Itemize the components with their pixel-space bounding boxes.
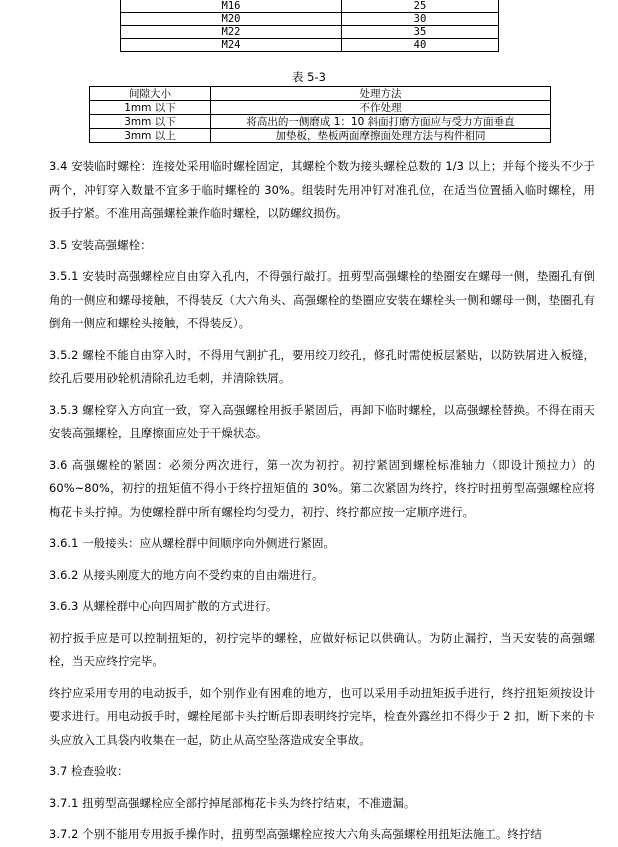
table-cell: 30 xyxy=(342,13,499,26)
paragraph: 终拧应采用专用的电动扳手，如个别作业有困难的地方，也可以采用手动扭矩扳手进行，终拧扭矩须按设计要求进行。用电动扳手时，螺栓尾部卡头拧断后即表明终拧完毕，检查外露丝扣不得少于 2 扣，断下来的卡头应放入工具袋内收集在一起，防止从高空坠落造成安全事故。 xyxy=(49,685,595,747)
table-row xyxy=(121,13,499,26)
paragraph: 3.7.2 个别不能用专用扳手操作时，扭剪型高强螺栓应按大六角头高强螺栓用扭矩法施工。终拧结 xyxy=(49,827,542,841)
paragraph: 3.6.3 从螺栓群中心向四周扩散的方式进行。 xyxy=(49,599,278,613)
table-row xyxy=(90,115,551,129)
column-header: 间隙大小 xyxy=(90,87,211,101)
table-row xyxy=(121,26,499,39)
paragraph: 3.6.2 从接头刚度大的地方向不受约束的自由端进行。 xyxy=(49,567,324,582)
paragraph: 3.6 高强螺栓的紧固：必须分两次进行，第一次为初拧。初拧紧固到螺栓标准轴力（即设计预拉力）的 60%~80%，初拧的扭矩值不得小于终拧扭矩值的 30%。第二次紧固为终拧，终拧时扭剪型高强螺栓应将梅花卡头拧掉。为使螺栓群中所有螺栓均匀受力，初拧、终拧都应按一定顺序进行。 xyxy=(49,457,595,519)
table-cell: M16 xyxy=(121,0,342,13)
table-cell: 将高出的一侧磨成 1：10 斜面打磨方面应与受力方面垂直 xyxy=(211,115,551,129)
table-row xyxy=(121,0,499,13)
table-cell: 不作处理 xyxy=(211,101,551,115)
table-caption: 表 5-3 xyxy=(292,70,326,84)
paragraph: 3.5.1 安装时高强螺栓应自由穿入孔内，不得强行敲打。扭剪型高强螺栓的垫圈安在螺母一侧，垫圈孔有倒角的一侧应和螺母接触，不得装反（大六角头、高强螺栓的垫圈应安装在螺栓头一侧和螺母一侧，垫圈孔有倒角一侧应和螺栓头接触，不得装反）。 xyxy=(49,269,595,330)
document-body xyxy=(49,155,595,847)
table-cell: M24 xyxy=(121,39,342,52)
gap-treatment-table xyxy=(89,86,551,143)
paragraph: 3.6.1 一般接头：应从螺栓群中间顺序向外侧进行紧固。 xyxy=(49,536,335,550)
column-header: 处理方法 xyxy=(211,87,551,101)
table-cell: 加垫板，垫板两面摩擦面处理方法与构件相同 xyxy=(211,129,551,143)
table-cell: 40 xyxy=(342,39,499,52)
section-heading: 3.5 安装高强螺栓： xyxy=(49,237,152,252)
table-cell: M22 xyxy=(121,26,342,39)
table-row xyxy=(90,101,551,115)
table-cell: 35 xyxy=(342,26,499,39)
table-row xyxy=(121,39,499,52)
table-cell: M20 xyxy=(121,13,342,26)
table-header-row xyxy=(90,87,551,101)
table-row xyxy=(90,129,551,143)
section-heading: 3.7 检查验收： xyxy=(49,764,129,778)
paragraph: 3.7.1 扭剪型高强螺栓应全部拧掉尾部梅花卡头为终拧结束，不准遗漏。 xyxy=(49,795,416,810)
table-cell: 25 xyxy=(342,0,499,13)
paragraph: 3.5.2 螺栓不能自由穿入时，不得用气割扩孔，要用绞刀绞孔，修孔时需使板层紧贴，以防铁屑进入板缝，绞孔后要用砂轮机清除孔边毛刺，并清除铁屑。 xyxy=(49,347,595,385)
bolt-length-table xyxy=(120,0,499,52)
table-cell: 3mm 以下 xyxy=(90,115,211,129)
paragraph: 3.4 安装临时螺栓：连接处采用临时螺栓固定，其螺栓个数为接头螺栓总数的 1/3 以上；并每个接头不少于两个，冲钉穿入数量不宜多于临时螺栓的 30%。组装时先用冲钉对准孔位，在适当位置插入临时螺栓，用扳手拧紧。不准用高强螺栓兼作临时螺栓，以防螺纹损伤。 xyxy=(49,159,595,220)
table-cell: 3mm 以上 xyxy=(90,129,211,143)
paragraph: 3.5.3 螺栓穿入方向宜一致，穿入高强螺栓用扳手紧固后，再卸下临时螺栓，以高强螺栓替换。不得在雨天安装高强螺栓，且摩擦面应处于干燥状态。 xyxy=(49,402,595,440)
paragraph: 初拧扳手应是可以控制扭矩的，初拧完毕的螺栓，应做好标记以供确认。为防止漏拧，当天安装的高强螺栓，当天应终拧完毕。 xyxy=(49,630,595,668)
table-cell: 1mm 以下 xyxy=(90,101,211,115)
